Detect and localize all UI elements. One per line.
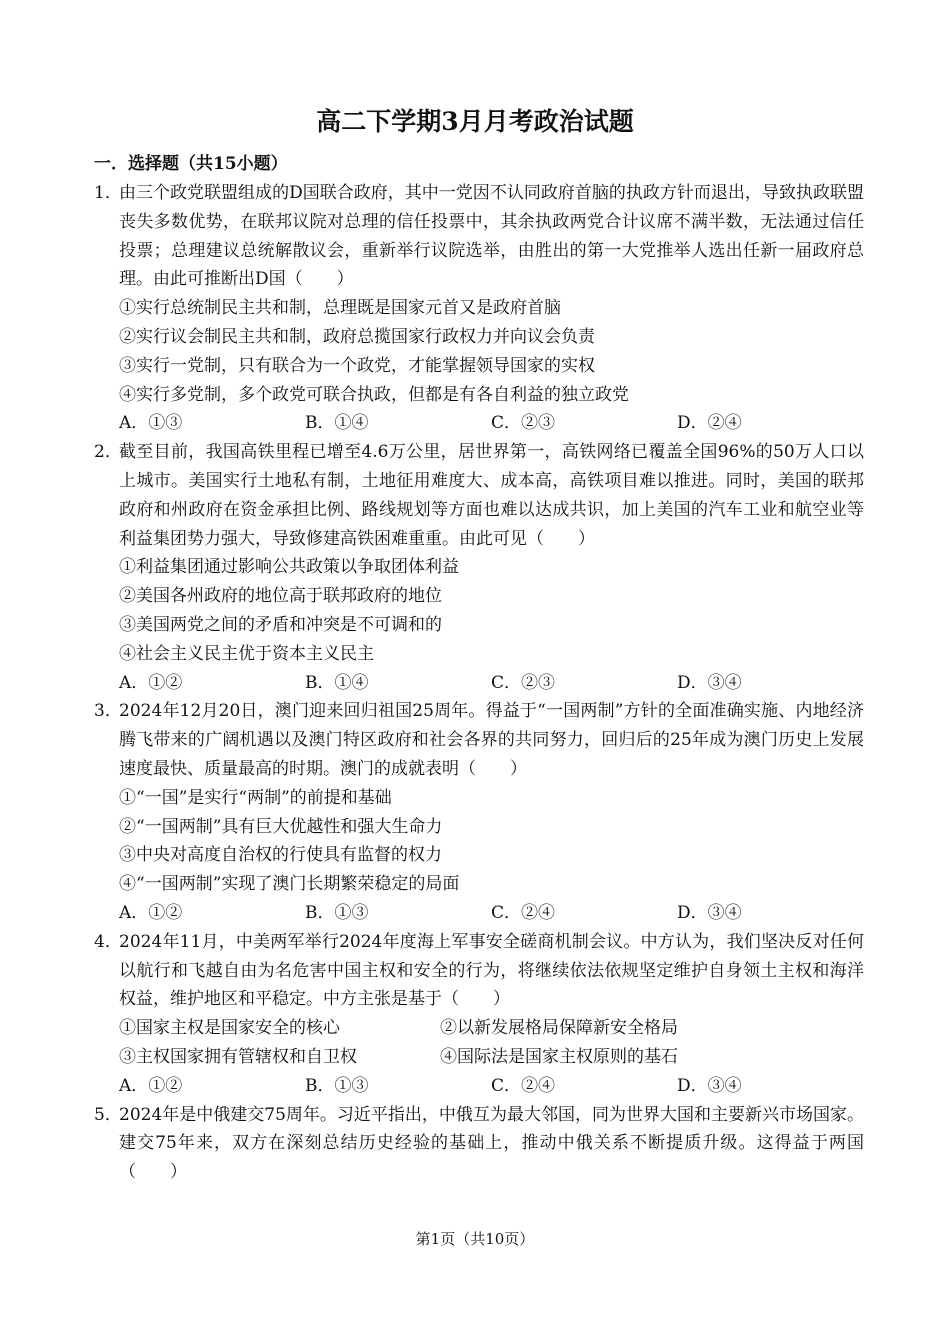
statement-option: ①实行总统制民主共和制，总理既是国家元首又是政府首脑 xyxy=(119,298,561,319)
statement-option-row xyxy=(94,1043,864,1072)
choice-a: A．①③ xyxy=(119,413,183,434)
question-stem: 2024年11月，中美两军举行2024年度海上军事安全磋商机制会议。中方认为，我们坚决反对任何以航行和飞越自由为名危害中国主权和安全的行为，将继续依法依规坚定维护自身领土主权和海洋权益，维护地区和平稳定。中方主张是基于（ ） xyxy=(119,931,864,1010)
statement-option: ①利益集团通过影响公共政策以争取团体利益 xyxy=(119,557,459,578)
statement-option: ①国家主权是国家安全的核心 xyxy=(119,1018,340,1039)
question-4 xyxy=(94,928,864,1101)
question-stem: 由三个政党联盟组成的D国联合政府，其中一党因不认同政府首脑的执政方针而退出，导致执政联盟丧失多数优势，在联邦议院对总理的信任投票中，其余执政两党合计议席不满半数，无法通过信任投票；总理建议总统解散议会，重新举行议院选举，由胜出的第一大党推举人选出任新一届政府总理。由此可推断出D国（ ） xyxy=(119,183,864,290)
statement-option: ③中央对高度自治权的行使具有监督的权力 xyxy=(119,845,442,866)
question-number: 1． xyxy=(94,183,122,203)
answer-choices xyxy=(94,409,864,438)
question-3 xyxy=(94,697,864,927)
choice-d: D．③④ xyxy=(677,902,742,923)
choice-c: C．②③ xyxy=(491,413,556,434)
statement-option: ④社会主义民主优于资本主义民主 xyxy=(119,643,374,664)
choice-d: D．③④ xyxy=(677,1075,742,1096)
question-number: 5． xyxy=(94,1104,122,1125)
question-list xyxy=(94,179,864,1187)
question-5 xyxy=(94,1101,864,1187)
choice-c: C．②③ xyxy=(491,672,556,693)
statement-option: ②“一国两制”具有巨大优越性和强大生命力 xyxy=(119,816,443,837)
question-number: 3． xyxy=(94,701,122,722)
choice-c: C．②④ xyxy=(491,902,556,923)
section-heading: 一．选择题（共15小题） xyxy=(94,154,288,174)
question-stem: 截至目前，我国高铁里程已增至4.6万公里，居世界第一，高铁网络已覆盖全国96%的50万人口以上城市。美国实行土地私有制，土地征用难度大、成本高，高铁项目难以推进。同时，美国的联邦政府和州政府在资金承担比例、路线规划等方面也难以达成共识，加上美国的汽车工业和航空业等利益集团势力强大，导致修建高铁困难重重。由此可见（ ） xyxy=(119,442,864,549)
question-stem: 2024年是中俄建交75周年。习近平指出，中俄互为最大邻国，同为世界大国和主要新兴市场国家。建交75年来，双方在深刻总结历史经验的基础上，推动中俄关系不断提质升级。这得益于两国（ ） xyxy=(119,1104,864,1183)
answer-choices xyxy=(94,1072,864,1101)
answer-choices xyxy=(94,669,864,698)
question-number: 4． xyxy=(94,931,122,952)
question-stem: 2024年12月20日，澳门迎来回归祖国25周年。得益于“一国两制”方针的全面准确实施、内地经济腾飞带来的广阔机遇以及澳门特区政府和社会各界的共同努力，回归后的25年成为澳门历史上发展速度最快、质量最高的时期。澳门的成就表明（ ） xyxy=(119,701,864,779)
choice-b: B．①④ xyxy=(305,413,369,434)
question-2 xyxy=(94,438,864,697)
statement-option: ②实行议会制民主共和制，政府总揽国家行政权力并向议会负责 xyxy=(119,326,595,347)
choice-b: B．①③ xyxy=(305,1075,369,1096)
choice-c: C．②④ xyxy=(491,1075,556,1096)
statement-option: ④国际法是国家主权原则的基石 xyxy=(440,1046,678,1067)
choice-d: D．②④ xyxy=(677,413,742,434)
answer-choices xyxy=(94,899,864,928)
statement-option: ③主权国家拥有管辖权和自卫权 xyxy=(119,1046,357,1067)
choice-a: A．①② xyxy=(119,1075,183,1096)
choice-a: A．①② xyxy=(119,672,183,693)
statement-option: ③实行一党制，只有联合为一个政党，才能掌握领导国家的实权 xyxy=(119,355,595,376)
choice-d: D．③④ xyxy=(677,672,742,693)
statement-option: ①“一国”是实行“两制”的前提和基础 xyxy=(119,787,392,808)
page-footer: 第1页（共10页） xyxy=(415,1230,535,1248)
choice-a: A．①② xyxy=(119,902,183,923)
statement-option: ④实行多党制，多个政党可联合执政，但都是有各自利益的独立政党 xyxy=(119,384,629,405)
choice-b: B．①③ xyxy=(305,902,369,923)
statement-option-row xyxy=(94,1014,864,1043)
statement-option: ④“一国两制”实现了澳门长期繁荣稳定的局面 xyxy=(119,874,460,895)
question-1 xyxy=(94,179,864,438)
question-number: 2． xyxy=(94,442,122,463)
exam-title: 高二下学期3月月考政治试题 xyxy=(316,107,634,136)
statement-option: ③美国两党之间的矛盾和冲突是不可调和的 xyxy=(119,614,442,635)
statement-option: ②美国各州政府的地位高于联邦政府的地位 xyxy=(119,586,442,607)
statement-option: ②以新发展格局保障新安全格局 xyxy=(440,1018,678,1039)
choice-b: B．①④ xyxy=(305,672,369,693)
